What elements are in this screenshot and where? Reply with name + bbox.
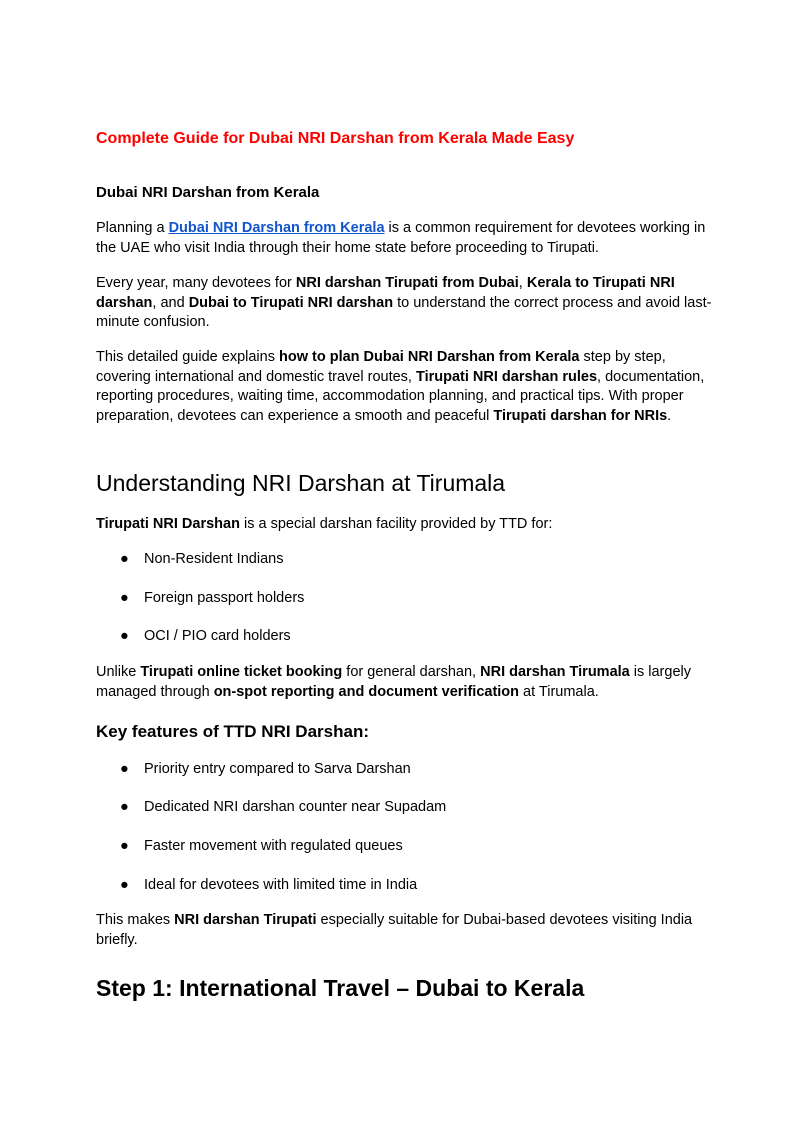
bullet-icon: ●: [120, 590, 129, 606]
bullet-icon: ●: [120, 761, 129, 777]
bullet-icon: ●: [120, 799, 129, 815]
dubai-nri-darshan-link[interactable]: Dubai NRI Darshan from Kerala: [168, 220, 385, 236]
subheading: Dubai NRI Darshan from Kerala: [96, 184, 320, 201]
section-heading-step-1: Step 1: International Travel – Dubai to Kerala: [96, 975, 585, 1001]
section-heading-key-features: Key features of TTD NRI Darshan:: [96, 722, 369, 741]
section2-paragraph: This makes NRI darshan Tirupati especially suitable for Dubai-based devotees visiting India briefly.: [96, 912, 693, 948]
intro-paragraph-3: This detailed guide explains how to plan Dubai NRI Darshan from Kerala step by step, covering international and domestic travel routes, Tirupati NRI darshan rules, documentation, reporting procedures, waiting time, accommodation planning, and practical tips. With proper preparation, devotees can experience a smooth and peaceful Tirupati darshan for NRIs.: [96, 349, 705, 424]
document-title: Complete Guide for Dubai NRI Darshan from Kerala Made Easy: [96, 130, 575, 147]
bullet-icon: ●: [120, 628, 129, 644]
bullet-icon: ●: [120, 838, 129, 854]
bullet-icon: ●: [120, 877, 129, 893]
intro-paragraph-2: Every year, many devotees for NRI darshan Tirupati from Dubai, Kerala to Tirupati NRI darshan, and Dubai to Tirupati NRI darshan to understand the correct process and avoid last-minute confusion.: [96, 275, 712, 330]
section1-paragraph-1: Tirupati NRI Darshan is a special darshan facility provided by TTD for:: [96, 516, 553, 532]
section1-paragraph-2: Unlike Tirupati online ticket booking for general darshan, NRI darshan Tirumala is largely managed through on-spot reporting and document verification at Tirumala.: [96, 664, 691, 700]
intro-paragraph-1: Planning a Dubai NRI Darshan from Kerala is a common requirement for devotees working in the UAE who visit India through their home state before proceeding to Tirupati.: [96, 220, 706, 256]
bullet-icon: ●: [120, 551, 129, 567]
section-heading-understanding: Understanding NRI Darshan at Tirumala: [96, 470, 506, 496]
